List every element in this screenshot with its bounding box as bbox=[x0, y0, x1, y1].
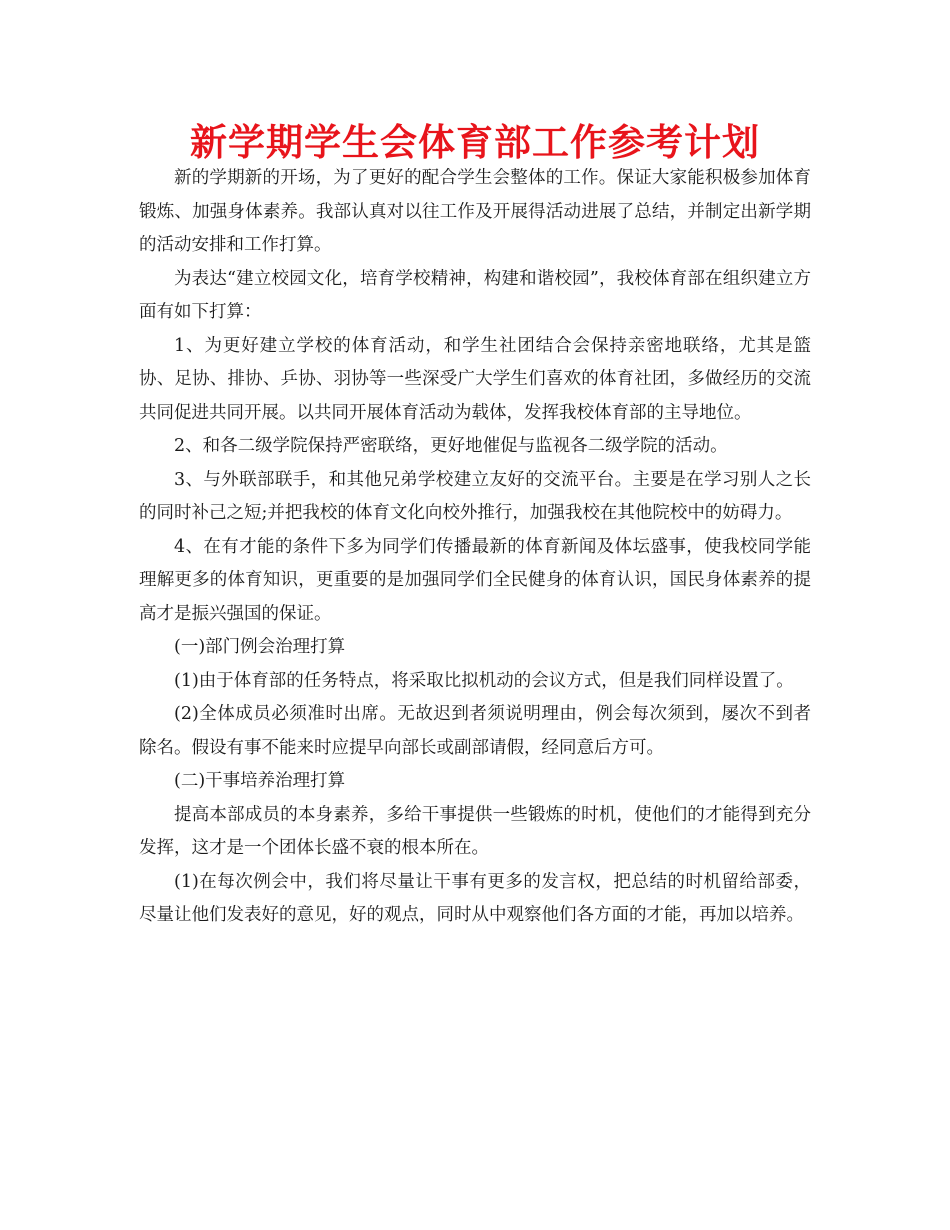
document-body bbox=[139, 162, 811, 933]
paragraph: 4、在有才能的条件下多为同学们传播最新的体育新闻及体坛盛事，使我校同学能理解更多的体育知识，更重要的是加强同学们全民健身的体育认识，国民身体素养的提高才是振兴强国的保证。 bbox=[139, 536, 811, 624]
document-title: 新学期学生会体育部工作参考计划 bbox=[190, 121, 760, 164]
section-heading: (一)部门例会治理打算 bbox=[174, 637, 346, 657]
paragraph: 提高本部成员的本身素养，多给干事提供一些锻炼的时机，使他们的才能得到充分发挥，这才是一个团体长盛不衰的根本所在。 bbox=[139, 804, 811, 858]
section-heading: (二)干事培养治理打算 bbox=[174, 771, 346, 791]
paragraph: (2)全体成员必须准时出席。无故迟到者须说明理由，例会每次须到，屡次不到者除名。假设有事不能来时应提早向部长或副部请假，经同意后方可。 bbox=[139, 704, 811, 758]
paragraph: 2、和各二级学院保持严密联络，更好地催促与监视各二级学院的活动。 bbox=[174, 436, 728, 456]
paragraph: 3、与外联部联手，和其他兄弟学校建立友好的交流平台。主要是在学习别人之长的同时补己之短;并把我校的体育文化向校外推行，加强我校在其他院校中的妨碍力。 bbox=[139, 469, 811, 523]
paragraph: 1、为更好建立学校的体育活动，和学生社团结合会保持亲密地联络，尤其是篮协、足协、排协、乒协、羽协等一些深受广大学生们喜欢的体育社团，多做经历的交流共同促进共同开展。以共同开展体育活动为载体，发挥我校体育部的主导地位。 bbox=[139, 335, 811, 423]
paragraph: 为表达“建立校园文化，培育学校精神，构建和谐校园”，我校体育部在组织建立方面有如下打算： bbox=[139, 268, 811, 322]
paragraph: (1)由于体育部的任务特点，将采取比拟机动的会议方式，但是我们同样设置了。 bbox=[174, 670, 794, 691]
paragraph: (1)在每次例会中，我们将尽量让干事有更多的发言权，把总结的时机留给部委，尽量让他们发表好的意见，好的观点，同时从中观察他们各方面的才能，再加以培养。 bbox=[139, 871, 811, 925]
paragraph: 新的学期新的开场，为了更好的配合学生会整体的工作。保证大家能积极参加体育锻炼、加强身体素养。我部认真对以往工作及开展得活动进展了总结，并制定出新学期的活动安排和工作打算。 bbox=[139, 168, 811, 255]
